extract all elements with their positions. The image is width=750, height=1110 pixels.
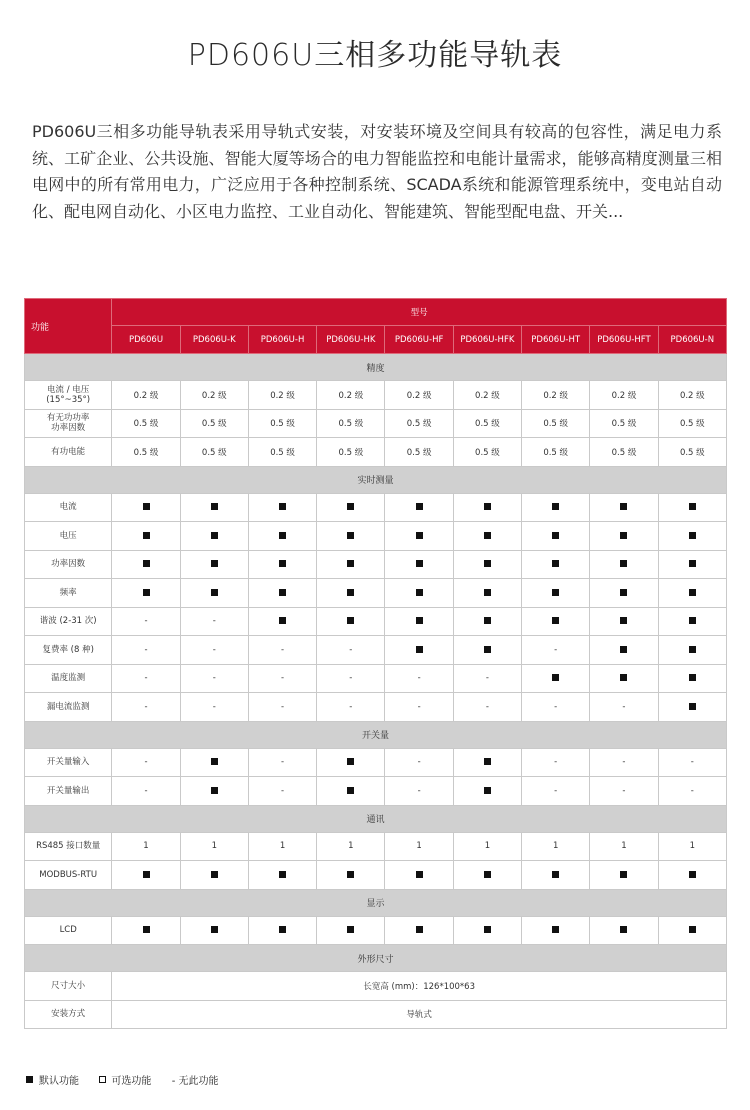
spec-cell: 0.5 级 <box>112 438 180 467</box>
filled-square-icon <box>279 503 286 510</box>
filled-square-icon <box>689 589 696 596</box>
spec-table <box>24 298 727 1029</box>
default-feature-cell <box>248 861 316 890</box>
model-header-cell: PD606U <box>112 326 180 354</box>
filled-square-icon <box>484 503 491 510</box>
filled-square-icon <box>689 532 696 539</box>
default-feature-cell <box>522 664 590 693</box>
row-label: 有无功功率 功率因数 <box>25 409 112 438</box>
filled-square-icon <box>552 674 559 681</box>
spec-cell: - <box>522 748 590 777</box>
spec-cell: 导轨式 <box>112 1000 727 1029</box>
filled-square-icon <box>552 503 559 510</box>
row-label: 开关量输出 <box>25 777 112 806</box>
header-function: 功能 <box>25 299 112 354</box>
legend <box>26 1072 219 1087</box>
spec-cell: - <box>180 607 248 636</box>
filled-square-icon <box>416 589 423 596</box>
filled-square-icon <box>279 871 286 878</box>
default-feature-cell <box>248 550 316 579</box>
default-feature-cell <box>248 916 316 945</box>
spec-cell: 0.2 级 <box>248 381 316 410</box>
filled-square-icon <box>689 926 696 933</box>
section-row <box>25 805 727 832</box>
default-feature-cell <box>317 550 385 579</box>
row-label: 电压 <box>25 522 112 551</box>
model-header-cell: PD606U-HFK <box>453 326 521 354</box>
filled-square-icon <box>484 589 491 596</box>
spec-cell: 0.5 级 <box>658 409 726 438</box>
spec-cell: 1 <box>248 832 316 861</box>
spec-cell: 0.5 级 <box>522 409 590 438</box>
filled-square-icon <box>211 560 218 567</box>
row-label: 温度监测 <box>25 664 112 693</box>
default-feature-cell <box>590 861 658 890</box>
spec-cell: 0.2 级 <box>385 381 453 410</box>
filled-square-icon <box>552 617 559 624</box>
default-feature-cell <box>522 916 590 945</box>
filled-square-icon <box>416 503 423 510</box>
default-feature-cell <box>248 493 316 522</box>
filled-square-icon <box>620 560 627 567</box>
spec-cell: - <box>453 693 521 722</box>
filled-square-icon <box>689 703 696 710</box>
row-label: 频率 <box>25 579 112 608</box>
row-label: LCD <box>25 916 112 945</box>
row-label: RS485 接口数量 <box>25 832 112 861</box>
filled-square-icon <box>484 560 491 567</box>
default-feature-cell <box>522 522 590 551</box>
filled-square-icon <box>211 871 218 878</box>
default-feature-cell <box>522 579 590 608</box>
spec-cell: 0.5 级 <box>180 438 248 467</box>
spec-cell: 0.5 级 <box>590 409 658 438</box>
default-feature-cell <box>317 579 385 608</box>
spec-cell: - <box>248 664 316 693</box>
default-feature-cell <box>385 636 453 665</box>
spec-cell: - <box>180 664 248 693</box>
spec-cell: 0.5 级 <box>317 438 385 467</box>
default-feature-cell <box>522 550 590 579</box>
default-feature-cell <box>248 607 316 636</box>
spec-cell: 1 <box>658 832 726 861</box>
filled-square-icon <box>211 758 218 765</box>
spec-cell: 0.2 级 <box>180 381 248 410</box>
section-title: 开关量 <box>25 721 727 748</box>
spec-cell: 0.5 级 <box>453 409 521 438</box>
default-feature-cell <box>385 522 453 551</box>
spec-cell: - <box>658 748 726 777</box>
default-feature-cell <box>385 493 453 522</box>
filled-square-icon <box>347 532 354 539</box>
filled-square-icon <box>620 617 627 624</box>
filled-square-icon <box>416 560 423 567</box>
filled-square-icon <box>552 926 559 933</box>
spec-cell: 1 <box>522 832 590 861</box>
spec-cell: - <box>453 664 521 693</box>
filled-square-icon <box>347 758 354 765</box>
spec-cell: 0.2 级 <box>658 381 726 410</box>
default-feature-cell <box>522 493 590 522</box>
spec-cell: - <box>385 693 453 722</box>
filled-square-icon <box>620 589 627 596</box>
default-feature-cell <box>248 579 316 608</box>
default-feature-cell <box>112 522 180 551</box>
default-feature-cell <box>658 636 726 665</box>
default-feature-cell <box>590 522 658 551</box>
model-header-cell: PD606U-HFT <box>590 326 658 354</box>
filled-square-icon <box>416 871 423 878</box>
filled-square-icon <box>347 617 354 624</box>
filled-square-icon <box>689 674 696 681</box>
model-header-cell: PD606U-HK <box>317 326 385 354</box>
default-feature-cell <box>317 607 385 636</box>
filled-square-icon <box>552 560 559 567</box>
spec-cell: 1 <box>385 832 453 861</box>
spec-cell: - <box>112 664 180 693</box>
section-title: 精度 <box>25 354 727 381</box>
filled-square-icon <box>689 871 696 878</box>
filled-square-icon <box>143 532 150 539</box>
spec-cell: - <box>590 748 658 777</box>
spec-cell: - <box>112 636 180 665</box>
filled-square-icon <box>347 871 354 878</box>
spec-cell: 0.5 级 <box>522 438 590 467</box>
default-feature-cell <box>180 777 248 806</box>
section-row <box>25 945 727 972</box>
legend-none: - 无此功能 <box>171 1076 219 1087</box>
filled-square-icon <box>211 787 218 794</box>
spec-cell: 0.2 级 <box>453 381 521 410</box>
filled-square-icon <box>689 503 696 510</box>
default-feature-cell <box>385 861 453 890</box>
filled-square-icon <box>552 589 559 596</box>
spec-cell: 0.2 级 <box>112 381 180 410</box>
filled-square-icon <box>347 503 354 510</box>
spec-cell: - <box>248 693 316 722</box>
filled-square-icon <box>279 926 286 933</box>
filled-square-icon <box>620 503 627 510</box>
spec-cell: - <box>112 777 180 806</box>
table-row <box>25 550 727 579</box>
spec-cell: 1 <box>180 832 248 861</box>
spec-cell: 0.5 级 <box>180 409 248 438</box>
table-row <box>25 522 727 551</box>
default-feature-cell <box>180 579 248 608</box>
model-header-cell: PD606U-HT <box>522 326 590 354</box>
filled-square-icon <box>211 589 218 596</box>
spec-cell: 0.2 级 <box>317 381 385 410</box>
default-feature-cell <box>385 579 453 608</box>
default-feature-cell <box>385 916 453 945</box>
row-label: 尺寸大小 <box>25 972 112 1001</box>
row-label: 电流 / 电压 (15°~35°) <box>25 381 112 410</box>
filled-square-icon <box>279 617 286 624</box>
default-feature-cell <box>112 579 180 608</box>
spec-cell: - <box>590 777 658 806</box>
default-feature-cell <box>317 861 385 890</box>
spec-cell: - <box>112 607 180 636</box>
filled-square-icon <box>279 560 286 567</box>
section-row <box>25 889 727 916</box>
filled-square-icon <box>143 503 150 510</box>
table-row <box>25 438 727 467</box>
spec-cell: 0.5 级 <box>385 409 453 438</box>
filled-square-icon <box>484 758 491 765</box>
section-row <box>25 354 727 381</box>
default-feature-cell <box>658 522 726 551</box>
spec-cell: 0.5 级 <box>453 438 521 467</box>
default-feature-cell <box>590 636 658 665</box>
table-row <box>25 493 727 522</box>
legend-default: 默认功能 <box>39 1076 79 1087</box>
filled-square-icon <box>620 674 627 681</box>
filled-square-icon <box>620 532 627 539</box>
filled-square-icon <box>552 871 559 878</box>
table-row <box>25 579 727 608</box>
filled-square-icon <box>416 617 423 624</box>
filled-square-icon <box>211 503 218 510</box>
row-label: 开关量输入 <box>25 748 112 777</box>
filled-square-icon <box>484 646 491 653</box>
default-feature-cell <box>658 916 726 945</box>
spec-cell: - <box>385 664 453 693</box>
default-feature-cell <box>112 493 180 522</box>
section-title: 实时测量 <box>25 466 727 493</box>
filled-square-icon <box>620 646 627 653</box>
filled-square-icon <box>143 926 150 933</box>
section-title: 外形尺寸 <box>25 945 727 972</box>
row-label: 漏电流监测 <box>25 693 112 722</box>
default-feature-cell <box>453 522 521 551</box>
table-row <box>25 409 727 438</box>
default-feature-cell <box>180 916 248 945</box>
default-feature-cell <box>590 493 658 522</box>
table-row <box>25 664 727 693</box>
filled-square-icon <box>620 871 627 878</box>
filled-square-icon <box>279 589 286 596</box>
default-feature-cell <box>180 493 248 522</box>
default-feature-cell <box>317 748 385 777</box>
spec-cell: - <box>658 777 726 806</box>
table-row <box>25 381 727 410</box>
spec-cell: - <box>248 777 316 806</box>
table-row <box>25 832 727 861</box>
filled-square-icon <box>143 589 150 596</box>
section-row <box>25 466 727 493</box>
spec-cell: - <box>522 636 590 665</box>
default-feature-cell <box>522 607 590 636</box>
table-row <box>25 861 727 890</box>
spec-cell: - <box>180 636 248 665</box>
spec-cell: - <box>317 664 385 693</box>
default-feature-cell <box>453 607 521 636</box>
filled-square-icon <box>484 926 491 933</box>
row-label: MODBUS-RTU <box>25 861 112 890</box>
filled-square-icon <box>347 589 354 596</box>
spec-cell: - <box>522 693 590 722</box>
filled-square-icon <box>484 871 491 878</box>
default-feature-cell <box>453 748 521 777</box>
default-feature-cell <box>590 916 658 945</box>
spec-cell: 长宽高 (mm)：126*100*63 <box>112 972 727 1001</box>
filled-square-icon <box>416 926 423 933</box>
default-feature-cell <box>453 636 521 665</box>
spec-cell: 0.5 级 <box>658 438 726 467</box>
section-title: 通讯 <box>25 805 727 832</box>
filled-square-icon <box>143 871 150 878</box>
model-header-cell: PD606U-HF <box>385 326 453 354</box>
default-square-icon <box>26 1076 33 1083</box>
table-row <box>25 693 727 722</box>
row-label: 有功电能 <box>25 438 112 467</box>
table-row <box>25 607 727 636</box>
filled-square-icon <box>416 532 423 539</box>
default-feature-cell <box>658 579 726 608</box>
default-feature-cell <box>658 664 726 693</box>
filled-square-icon <box>347 787 354 794</box>
page-title: PD606U三相多功能导轨表 <box>187 38 563 73</box>
row-label: 安装方式 <box>25 1000 112 1029</box>
filled-square-icon <box>620 926 627 933</box>
spec-cell: 0.5 级 <box>112 409 180 438</box>
section-row <box>25 721 727 748</box>
table-row <box>25 916 727 945</box>
model-header-cell: PD606U-K <box>180 326 248 354</box>
spec-cell: 1 <box>590 832 658 861</box>
default-feature-cell <box>453 579 521 608</box>
default-feature-cell <box>317 522 385 551</box>
default-feature-cell <box>658 861 726 890</box>
default-feature-cell <box>590 550 658 579</box>
table-row <box>25 1000 727 1029</box>
spec-cell: - <box>317 636 385 665</box>
spec-cell: - <box>180 693 248 722</box>
default-feature-cell <box>453 550 521 579</box>
default-feature-cell <box>590 664 658 693</box>
spec-cell: - <box>317 693 385 722</box>
spec-cell: 0.5 级 <box>385 438 453 467</box>
filled-square-icon <box>416 646 423 653</box>
row-label: 电流 <box>25 493 112 522</box>
filled-square-icon <box>143 560 150 567</box>
header-model: 型号 <box>112 299 727 326</box>
spec-cell: 1 <box>453 832 521 861</box>
default-feature-cell <box>317 777 385 806</box>
default-feature-cell <box>385 607 453 636</box>
spec-cell: - <box>248 748 316 777</box>
spec-cell: - <box>248 636 316 665</box>
default-feature-cell <box>453 493 521 522</box>
default-feature-cell <box>317 493 385 522</box>
default-feature-cell <box>590 607 658 636</box>
default-feature-cell <box>522 861 590 890</box>
default-feature-cell <box>658 693 726 722</box>
default-feature-cell <box>180 748 248 777</box>
spec-cell: - <box>112 748 180 777</box>
default-feature-cell <box>317 916 385 945</box>
spec-cell: - <box>385 748 453 777</box>
filled-square-icon <box>689 646 696 653</box>
filled-square-icon <box>211 532 218 539</box>
default-feature-cell <box>180 522 248 551</box>
filled-square-icon <box>347 926 354 933</box>
default-feature-cell <box>453 861 521 890</box>
default-feature-cell <box>385 550 453 579</box>
legend-optional: 可选功能 <box>111 1076 152 1087</box>
filled-square-icon <box>211 926 218 933</box>
default-feature-cell <box>112 550 180 579</box>
spec-cell: 0.5 级 <box>317 409 385 438</box>
filled-square-icon <box>689 617 696 624</box>
spec-cell: 1 <box>317 832 385 861</box>
default-feature-cell <box>112 916 180 945</box>
default-feature-cell <box>658 607 726 636</box>
default-feature-cell <box>590 579 658 608</box>
table-row <box>25 636 727 665</box>
row-label: 复费率 (8 种) <box>25 636 112 665</box>
filled-square-icon <box>484 617 491 624</box>
optional-square-icon <box>99 1076 106 1083</box>
filled-square-icon <box>552 532 559 539</box>
default-feature-cell <box>658 550 726 579</box>
row-label: 功率因数 <box>25 550 112 579</box>
model-header-cell: PD606U-H <box>248 326 316 354</box>
spec-cell: 0.5 级 <box>248 409 316 438</box>
spec-cell: - <box>112 693 180 722</box>
filled-square-icon <box>484 532 491 539</box>
default-feature-cell <box>658 493 726 522</box>
spec-cell: 1 <box>112 832 180 861</box>
section-title: 显示 <box>25 889 727 916</box>
model-header-cell: PD606U-N <box>658 326 726 354</box>
default-feature-cell <box>180 550 248 579</box>
spec-cell: - <box>385 777 453 806</box>
default-feature-cell <box>453 916 521 945</box>
table-row <box>25 748 727 777</box>
filled-square-icon <box>279 532 286 539</box>
spec-cell: 0.5 级 <box>590 438 658 467</box>
row-label: 谐波 (2-31 次) <box>25 607 112 636</box>
default-feature-cell <box>248 522 316 551</box>
table-row <box>25 777 727 806</box>
default-feature-cell <box>180 861 248 890</box>
spec-cell: 0.2 级 <box>590 381 658 410</box>
table-row <box>25 972 727 1001</box>
spec-cell: - <box>522 777 590 806</box>
default-feature-cell <box>112 861 180 890</box>
spec-cell: - <box>590 693 658 722</box>
default-feature-cell <box>453 777 521 806</box>
spec-cell: 0.5 级 <box>248 438 316 467</box>
spec-cell: 0.2 级 <box>522 381 590 410</box>
product-description: PD606U三相多功能导轨表采用导轨式安装，对安装环境及空间具有较高的包容性，满足电力系统、工矿企业、公共设施、智能大厦等场合的电力智能监控和电能计量需求，能够高精度测量三相电网中的所有常用电力，广泛应用于各种控制系统、SCADA系统和能源管理系统中，变电站自动化、配电网自动化、小区电力监控、工业自动化、智能建筑、智能型配电盘、开关... <box>32 122 722 221</box>
filled-square-icon <box>689 560 696 567</box>
filled-square-icon <box>347 560 354 567</box>
filled-square-icon <box>484 787 491 794</box>
